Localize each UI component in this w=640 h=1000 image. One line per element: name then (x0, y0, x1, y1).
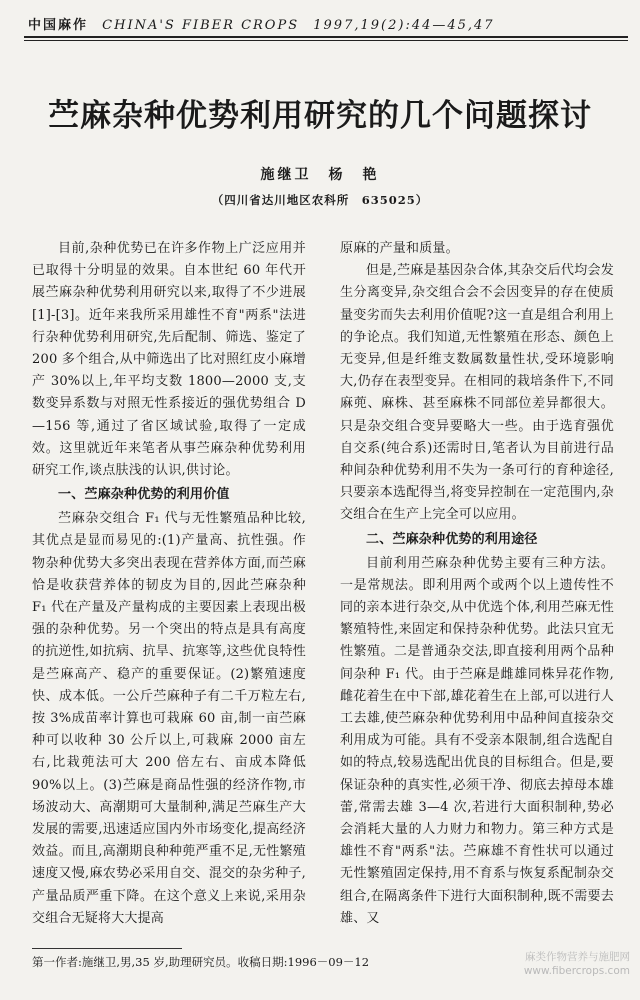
section-heading-2: 二、苎麻杂种优势的利用途径 (366, 531, 538, 547)
footnote-rule (32, 948, 182, 949)
article-title: 苎麻杂种优势利用研究的几个问题探讨 (48, 98, 592, 134)
author-footnote: 第一作者:施继卫,男,35 岁,助理研究员。收稿日期:1996－09－12 (32, 955, 370, 969)
journal-header (28, 14, 624, 33)
header-rule (24, 36, 628, 38)
paragraph-intro: 目前,杂种优势已在许多作物上广泛应用并已取得十分明显的效果。自本世纪 60 年代开展苎麻杂种优势利用研究以来,取得了不少进展[1]-[3]。近年来我所采用雄性不育"两系"法进行杂种优势利用研究,先后配制、筛选、鉴定了 200 多个组合,从中筛选出了比对照红皮小麻增产 30%以上,年平均支数 1800—2000 支,支数变异系数与对照无性系接近的强优势组合 D—156 等,通过了省区域试验,取得了一定成效。这里就近年来笔者从事苎麻杂种优势利用研究工作,谈点肤浅的认识,供讨论。 (32, 241, 306, 479)
section-heading-1: 一、苎麻杂种优势的利用价值 (58, 487, 230, 503)
site-watermark (470, 950, 630, 978)
paragraph-variation: 但是,苎麻是基因杂合体,其杂交后代均会发生分离变异,杂交组合会不会因变异的存在使质量变劣而失去利用价值呢?这一直是组合利用上的争论点。我们知道,无性繁殖在形态、颜色上无变异,但是纤维支数属数量性状,受环境影响大,仍存在表型变异。在相同的栽培条件下,不同麻蔸、麻株、甚至麻株不同部位差异都很大。只是杂交组合变异要略大一些。由于选育强优自交系(纯合系)还需时日,笔者认为目前进行品种间杂种优势利用不失为一条可行的育种途径,只要亲本选配得当,将变异控制在一定范围内,杂交组合在生产上完全可以应用。 (340, 263, 614, 523)
header-rule-thin (24, 40, 628, 41)
watermark-line-url: www.fibercrops.com (523, 965, 630, 977)
article-authors: 施继卫 杨 艳 (260, 167, 380, 183)
watermark-line-cn: 麻类作物营养与施肥网 (525, 951, 630, 963)
journal-name-en: CHINA'S FIBER CROPS (102, 18, 300, 33)
left-column (32, 238, 306, 930)
right-column (340, 238, 614, 930)
journal-citation: 1997,19(2):44—45,47 (313, 18, 495, 33)
paragraph-value: 苎麻杂交组合 F₁ 代与无性繁殖品种比较,其优点是显而易见的:(1)产量高、抗性强。作物杂种优势大多突出表现在营养体方面,而苎麻恰是收获营养体的韧皮为目的,因此苎麻杂种 F₁ 代在产量及产量构成的主要因素上表现出极强的杂种优势。另一个突出的特点是具有高度的抗逆性,如抗病、抗旱、抗寒等,这些优良特性是苎麻高产、稳产的重要保证。(2)繁殖速度快、成本低。一公斤苎麻种子有二千万粒左右,按 3%成苗率计算也可栽麻 60 亩,制一亩苎麻种可以收种 30 公斤以上,可栽麻 2000 亩左右,比栽蔸法可大 200 倍左右、亩成本降低 90%以上。(3)苎麻是商品性强的经济作物,市场波动大、高潮期可大量制种,满足苎麻生产大发展的需要,迅速适应国内外市场变化,提高经济效益。而且,高潮期良种种蔸严重不足,无性繁殖速度又慢,麻农势必采用自交、混交的杂劣种子,产量品质严重下降。在这个意义上来说,采用杂交组合无疑将大大提高 (32, 511, 306, 926)
journal-name-cn: 中国麻作 (28, 18, 89, 33)
paragraph-methods: 目前利用苎麻杂种优势主要有三种方法。一是常规法。即利用两个或两个以上遗传性不同的亲本进行杂交,从中优选个体,利用苎麻无性繁殖特性,来固定和保持杂种优势。此法只宜无性繁殖。二是普通杂交法,即直接利用两个品种间杂种 F₁ 代。由于苎麻是雌雄同株异花作物,雌花着生在中下部,雄花着生在上部,可以进行人工去雄,使苎麻杂种优势利用中品种间直接杂交利用成为可能。具有不受亲本限制,组合选配自如的特点,较易选配出优良的目标组合。但是,要保证杂种的真实性,必须干净、彻底去掉母本雄蕾,常需去雄 3—4 次,若进行大面积制种,势必会消耗大量的人力财力和物力。第三种方式是雄性不育"两系"法。苎麻雄不育性状可以通过无性繁殖固定保持,用不育系与恢复系配制杂交组合,在隔离条件下进行大面积制种,既不需要去雄、又 (340, 555, 614, 926)
paragraph-continued: 原麻的产量和质量。 (340, 241, 459, 256)
author-affiliation: （四川省达川地区农科所 635025） (211, 193, 429, 207)
